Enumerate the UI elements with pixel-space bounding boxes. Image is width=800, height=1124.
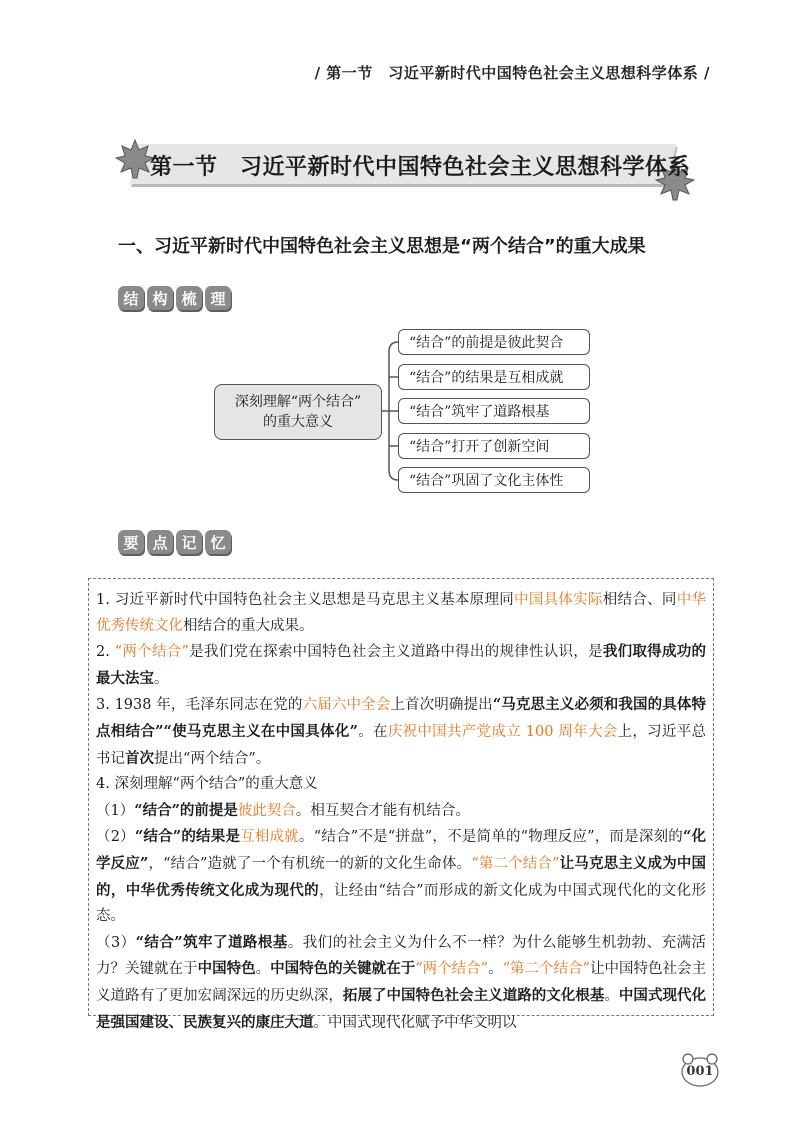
point-paragraph — [96, 824, 706, 929]
point-text: （1） — [96, 802, 135, 819]
subsection-heading: 一、习近平新时代中国特色社会主义思想是“两个结合”的重大成果 — [118, 236, 646, 257]
badge-char: 要 — [118, 530, 144, 554]
point-text: 。 — [154, 670, 169, 687]
point-paragraph — [96, 930, 706, 1036]
mind-map-branch: “结合”的结果是互相成就 — [398, 364, 590, 390]
point-paragraph — [96, 798, 706, 825]
point-bold: “结合”的结果 — [134, 828, 226, 846]
point-highlight: 六届六中全会 — [302, 697, 391, 714]
badge-char: 忆 — [205, 530, 231, 554]
point-text: 相结合的重大成果。 — [183, 617, 314, 634]
badge-char: 理 — [205, 286, 231, 310]
mind-map-root — [214, 384, 382, 440]
point-text: 上首次明确提出 — [390, 697, 493, 714]
badge-char: 点 — [147, 530, 173, 554]
mind-map-root-line: 的重大意义 — [263, 414, 333, 430]
running-header: / 第一节 习近平新时代中国特色社会主义思想科学体系 / — [314, 64, 710, 82]
mind-map-branch: “结合”的前提是彼此契合 — [398, 329, 590, 355]
point-text: 。“结合”不是“拼盘”，不是简单的“物理反应”，而是深刻的 — [299, 829, 683, 846]
badge-char: 梳 — [176, 286, 202, 310]
page-number-text: 001 — [686, 1064, 714, 1079]
point-bold: “结合”筑牢了道路根基 — [135, 933, 288, 951]
point-highlight: 彼此契合 — [237, 802, 296, 819]
point-highlight: “两个结合” — [114, 644, 189, 661]
key-points-content — [96, 588, 706, 1036]
badge-char: 记 — [176, 530, 202, 554]
point-text: 1. 习近平新时代中国特色社会主义思想是马克思主义基本原理同 — [96, 592, 515, 608]
point-text: 。在 — [357, 723, 388, 740]
point-text: （3） — [96, 934, 136, 951]
point-paragraph — [96, 692, 706, 772]
point-text: 让中国特色社会主义道路有了更加宏阔深远的历史纵深， — [96, 961, 707, 1004]
point-text: 。 — [488, 961, 503, 978]
point-text: 。 — [604, 987, 619, 1004]
point-highlight: 互相成就 — [240, 829, 300, 846]
point-bold: 首次 — [125, 749, 154, 767]
point-text: ，让经由“结合”而形成的新文化成为中国式现代化的文化形态。 — [96, 882, 707, 925]
badge-char: 构 — [147, 286, 173, 310]
point-highlight: “两个结合” — [415, 961, 489, 978]
point-paragraph — [96, 588, 706, 639]
point-bold: 是 — [225, 828, 241, 846]
point-text: 上，习近平总书记 — [96, 723, 706, 767]
memory-label-badge — [118, 530, 231, 554]
mind-map-root-line: 深刻理解“两个结合” — [234, 394, 362, 410]
point-highlight: 庆祝中国共产党成立 100 周年大会 — [387, 723, 618, 740]
point-text: 是我们党在探索中国特色社会主义道路中得出的规律性认识，是 — [188, 644, 603, 661]
point-bold: 拓展了中国特色社会主义道路的文化根基 — [342, 986, 605, 1004]
point-text: 3. 1938 年，毛泽东同志在党的 — [96, 697, 303, 714]
point-highlight: 中华优秀传统文化 — [96, 592, 707, 634]
point-text: 提出“两个结合”。 — [154, 750, 271, 767]
point-bold: 让马克思主义成为中国的，中华优秀传统文化成为现代的 — [96, 854, 706, 899]
point-text: 2. — [96, 644, 115, 661]
section-title: 第一节 习近平新时代中国特色社会主义思想科学体系 — [150, 155, 691, 180]
point-text: 。我们的社会主义为什么不一样？为什么能够生机勃勃、充满活力？关键就在于 — [96, 934, 706, 978]
page-number — [680, 1052, 720, 1088]
point-text: 相结合、同 — [602, 592, 677, 608]
point-highlight: “第二个结合” — [502, 961, 590, 978]
point-text: （2） — [96, 829, 135, 846]
point-bold: 我们取得成功的最大法宝 — [96, 643, 707, 687]
point-text: 。中国式现代化赋予中华文明以 — [313, 1014, 517, 1031]
mind-map-branch: “结合”打开了创新空间 — [398, 433, 590, 459]
point-bold: 是 — [223, 801, 238, 819]
point-bold: 中国式现代化是强国建设、民族复兴的康庄大道 — [96, 986, 707, 1031]
point-text: 。相互契合才能有机结合。 — [295, 802, 470, 819]
point-text: 。 — [255, 961, 271, 978]
point-bold: “化学反应” — [96, 828, 706, 872]
point-paragraph — [96, 639, 706, 692]
mind-map-branch: “结合”巩固了文化主体性 — [398, 467, 590, 493]
point-bold: “结合”的前提 — [134, 801, 224, 819]
point-bold: 中国特色的关键就在于 — [270, 960, 416, 978]
point-bold: 中国特色 — [197, 960, 256, 978]
point-bold: “马克思主义必须和我国的具体特点相结合”“使马克思主义在中国具体化” — [96, 696, 707, 740]
point-highlight: “第二个结合” — [471, 855, 560, 872]
point-paragraph: 4. 深刻理解“两个结合”的重大意义 — [96, 776, 318, 793]
point-highlight: 中国具体实际 — [514, 592, 603, 608]
badge-char: 结 — [118, 286, 144, 310]
mind-map-branch: “结合”筑牢了道路根基 — [398, 398, 590, 424]
point-text: ，“结合”造就了一个有机统一的新的文化生命体。 — [148, 855, 472, 872]
